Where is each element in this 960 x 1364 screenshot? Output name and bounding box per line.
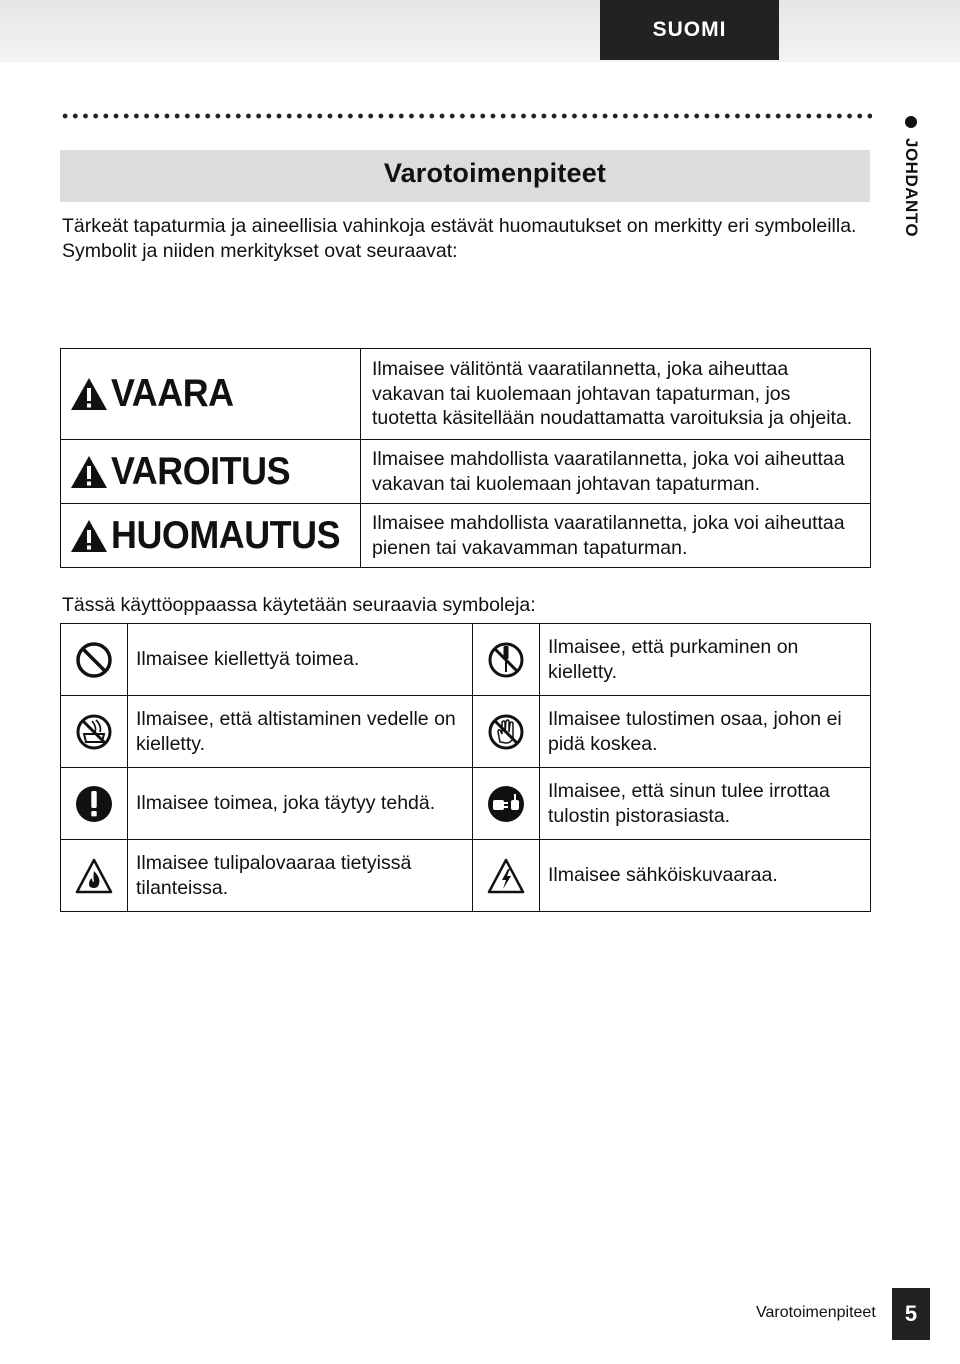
signal-description: Ilmaisee mahdollista vaaratilannetta, joka voi aiheuttaa pienen tai vakavamman tapaturman.	[360, 504, 870, 568]
fire-hazard-icon	[74, 857, 114, 895]
title-bar	[60, 150, 870, 202]
symbol-icon-cell	[61, 624, 128, 696]
symbol-icon-cell	[473, 696, 540, 768]
symbol-text: Ilmaisee tulipalovaaraa tietyissä tilanteissa.	[128, 840, 473, 912]
symbols-row	[61, 624, 871, 696]
symbols-table	[60, 623, 871, 912]
signal-word: HUOMAUTUS	[111, 513, 341, 557]
symbol-text: Ilmaisee, että altistaminen vedelle on kielletty.	[128, 696, 473, 768]
signal-label-vaara	[61, 349, 361, 440]
header-band	[0, 0, 960, 62]
signal-word: VAROITUS	[111, 449, 291, 493]
electric-shock-icon	[486, 857, 526, 895]
signal-word: VAARA	[111, 372, 234, 415]
intro-text	[62, 214, 862, 263]
symbol-icon-cell	[473, 768, 540, 840]
language-tab[interactable]: SUOMI	[600, 0, 779, 60]
prohibited-icon	[74, 640, 114, 680]
signal-description: Ilmaisee mahdollista vaaratilannetta, joka voi aiheuttaa vakavan tai kuolemaan johtavan tapaturman.	[360, 440, 870, 504]
mandatory-action-icon	[74, 784, 114, 824]
no-touch-icon	[486, 712, 526, 752]
warning-triangle-icon	[69, 376, 109, 412]
symbols-row	[61, 696, 871, 768]
signal-description: Ilmaisee välitöntä vaaratilannetta, joka aiheuttaa vakavan tai kuolemaan johtavan tapaturman, jos tuotetta käsitellään noudattamatta varoituksia ja ohjeita.	[360, 349, 870, 440]
dotted-divider	[60, 112, 872, 120]
symbol-icon-cell	[61, 840, 128, 912]
page-title: Varotoimenpiteet	[383, 158, 607, 188]
no-disassembly-icon	[486, 640, 526, 680]
symbol-text: Ilmaisee, että purkaminen on kielletty.	[540, 624, 871, 696]
side-section-label: JOHDANTO	[902, 138, 921, 238]
symbol-text: Ilmaisee, että sinun tulee irrottaa tulostin pistorasiasta.	[540, 768, 871, 840]
symbols-intro: Tässä käyttöoppaassa käytetään seuraavia symboleja:	[62, 594, 536, 616]
symbol-icon-cell	[61, 768, 128, 840]
side-section-tab[interactable]	[892, 110, 932, 260]
intro-line-1: Tärkeät tapaturmia ja aineellisia vahinkoja estävät huomautukset on merkitty eri symboleilla.	[62, 215, 857, 237]
page-number: 5	[892, 1288, 930, 1340]
symbol-text: Ilmaisee kiellettyä toimea.	[128, 624, 473, 696]
bullet-icon	[905, 116, 917, 128]
symbol-text: Ilmaisee sähköiskuvaaraa.	[540, 840, 871, 912]
symbols-row	[61, 840, 871, 912]
warning-triangle-icon	[69, 518, 109, 554]
symbol-text: Ilmaisee toimea, joka täytyy tehdä.	[128, 768, 473, 840]
signal-words-table	[60, 348, 871, 568]
symbol-icon-cell	[473, 840, 540, 912]
symbol-icon-cell	[473, 624, 540, 696]
symbol-icon-cell	[61, 696, 128, 768]
signal-label-huomautus	[61, 504, 361, 568]
signal-label-varoitus	[61, 440, 361, 504]
footer-section-label: Varotoimenpiteet	[756, 1304, 876, 1321]
unplug-icon	[486, 784, 526, 824]
symbol-text: Ilmaisee tulostimen osaa, johon ei pidä koskea.	[540, 696, 871, 768]
intro-line-2: Symbolit ja niiden merkitykset ovat seuraavat:	[62, 239, 458, 262]
no-water-icon	[74, 712, 114, 752]
warning-triangle-icon	[69, 454, 109, 490]
symbols-row	[61, 768, 871, 840]
